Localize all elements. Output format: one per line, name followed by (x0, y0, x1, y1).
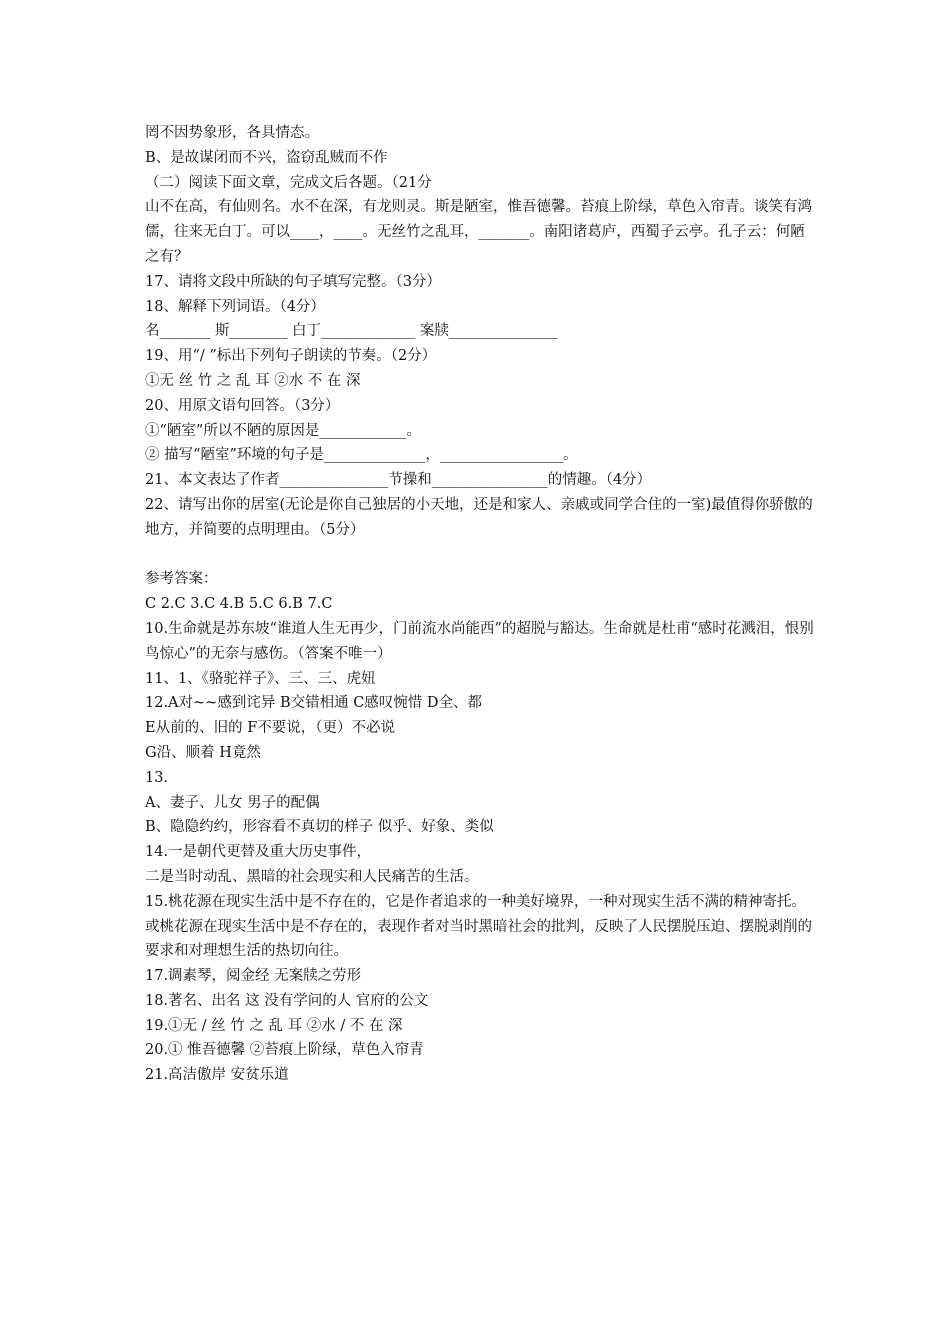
text-line: 罔不因势象形，各具情态。 (145, 125, 319, 141)
question-18-blanks: 名_______ 斯________ 白丁_____________ 案牍_______________ (145, 323, 558, 340)
question-18: 18、解释下列词语。（4分） (145, 298, 325, 315)
answer-17: 17.调素琴，阅金经 无案牍之劳形 (145, 968, 362, 985)
question-20-part-1: ①“陋室”所以不陋的原因是____________。 (145, 422, 421, 439)
answer-14: 14.一是朝代更替及重大历史事件， (145, 844, 372, 861)
answer-12-cont: E从前的、旧的 F不要说，（更）不必说 (145, 720, 396, 737)
answer-21: 21.高洁傲岸 安贫乐道 (145, 1067, 289, 1084)
blank-line (145, 543, 815, 568)
answer-19: 19.①无 / 丝 竹 之 乱 耳 ②水 / 不 在 深 (145, 1017, 403, 1034)
answer-10: 10.生命就是苏东坡“谁道人生无再少，门前流水尚能西”的超脱与豁达。生命就是杜甫“感时花溅泪，恨别鸟惊心”的无奈与感伤。（答案不唯一） (145, 620, 814, 662)
passage-text: 山不在高，有仙则名。水不在深，有龙则灵。斯是陋室，惟吾德馨。苔痕上阶绿，草色入帘青。谈笑有鸿儒，往来无白丁。可以____，____。无丝竹之乱耳，_______。南阳诸葛庐，西蜀子云亭。孔子云：何陋之有？ (145, 199, 812, 265)
answer-11: 11、1、《骆驼祥子》、三、三、虎妞 (145, 670, 376, 687)
question-17: 17、请将文段中所缺的句子填写完整。（3分） (145, 273, 441, 290)
answers-heading: 参考答案： (145, 571, 218, 588)
answer-14-cont: 二是当时动乱、黑暗的社会现实和人民痛苦的生活。 (145, 868, 479, 885)
answer-13: 13. (145, 769, 169, 786)
answer-12: 12.A对~~感到诧异 B交错相通 C感叹惋惜 D全、都 (145, 695, 483, 712)
answer-line: C 2.C 3.C 4.B 5.C 6.B 7.C (145, 596, 333, 613)
section-heading: （二）阅读下面文章，完成文后各题。（21分 (145, 174, 432, 191)
answer-15: 15.桃花源在现实生活中是不存在的，它是作者追求的一种美好境界，一种对现实生活不满的精神寄托。或桃花源在现实生活中是不存在的，表现作者对当时黑暗社会的批判，反映了人民摆脱压迫、摆脱剥削的要求和对理想生活的热切向往。 (145, 893, 812, 960)
question-20: 20、用原文语句回答。（3分） (145, 397, 340, 414)
question-19: 19、用“/ ”标出下列句子朗读的节奏。（2分） (145, 348, 437, 365)
question-21: 21、本文表达了作者_______________节操和________________的情趣。（4分） (145, 472, 652, 489)
answer-18: 18.著名、出名 这 没有学问的人 官府的公文 (145, 992, 429, 1009)
answer-13-a: A、妻子、儿女 男子的配偶 (145, 794, 320, 811)
question-19-sentences: ①无 丝 竹 之 乱 耳 ②水 不 在 深 (145, 372, 361, 389)
answer-20: 20.① 惟吾德馨 ②苔痕上阶绿，草色入帘青 (145, 1042, 424, 1059)
question-22: 22、请写出你的居室(无论是你自己独居的小天地，还是和家人、亲戚或同学合住的一室)最值得你骄傲的地方，并简要的点明理由。（5分） (145, 496, 813, 538)
answer-13-b: B、隐隐约约，形容看不真切的样子 似乎、好象、类似 (145, 819, 494, 836)
answer-12-cont: G沿、顺着 H竟然 (145, 744, 261, 761)
document-page (145, 121, 815, 1088)
question-20-part-2: ② 描写“陋室”环境的句子是______________，_________________。 (145, 447, 578, 464)
text-line: B、是故谋闭而不兴，盗窃乱贼而不作 (145, 149, 388, 166)
